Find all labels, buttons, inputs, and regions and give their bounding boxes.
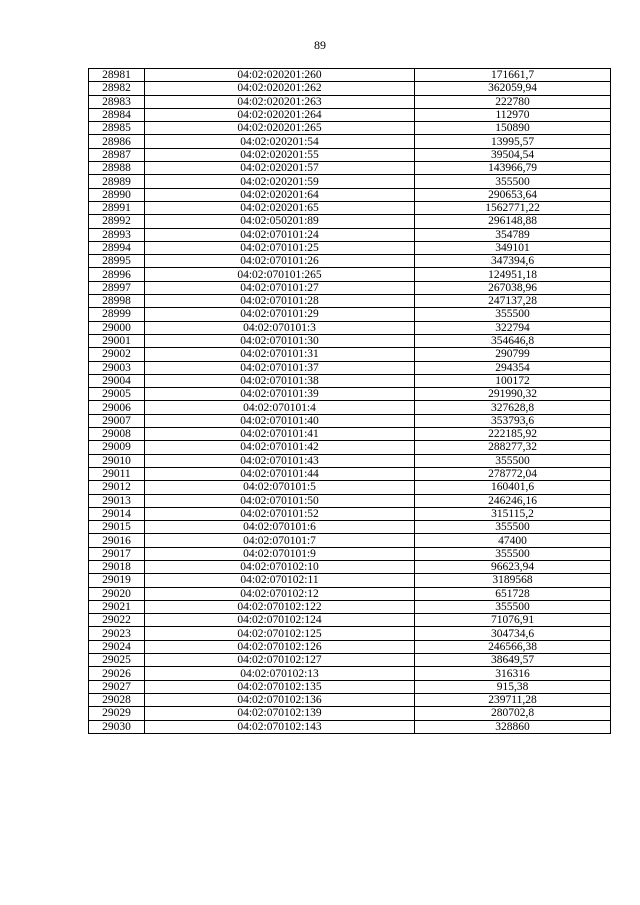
- value-cell: 3189568: [415, 574, 611, 587]
- row-number-cell: 29030: [89, 720, 145, 733]
- value-cell: 13995,57: [415, 135, 611, 148]
- value-cell: 355500: [415, 600, 611, 613]
- table-row: [89, 547, 611, 560]
- cadastral-number-cell: 04:02:070101:38: [145, 374, 415, 387]
- row-number-cell: 28988: [89, 162, 145, 175]
- row-number-cell: 29029: [89, 707, 145, 720]
- row-number-cell: 29002: [89, 348, 145, 361]
- table-row: [89, 135, 611, 148]
- cadastral-number-cell: 04:02:070102:135: [145, 680, 415, 693]
- table-row: [89, 388, 611, 401]
- value-cell: 222185,92: [415, 428, 611, 441]
- cadastral-number-cell: 04:02:070101:24: [145, 228, 415, 241]
- row-number-cell: 28997: [89, 281, 145, 294]
- cadastral-number-cell: 04:02:020201:64: [145, 188, 415, 201]
- cadastral-number-cell: 04:02:070101:27: [145, 281, 415, 294]
- row-number-cell: 28998: [89, 295, 145, 308]
- row-number-cell: 28996: [89, 268, 145, 281]
- cadastral-number-cell: 04:02:070102:126: [145, 640, 415, 653]
- table-row: [89, 521, 611, 534]
- value-cell: 355500: [415, 175, 611, 188]
- row-number-cell: 29008: [89, 428, 145, 441]
- value-cell: 327628,8: [415, 401, 611, 414]
- row-number-cell: 29011: [89, 467, 145, 480]
- cadastral-number-cell: 04:02:020201:57: [145, 162, 415, 175]
- row-number-cell: 29017: [89, 547, 145, 560]
- value-cell: 290799: [415, 348, 611, 361]
- table-row: [89, 667, 611, 680]
- table-row: [89, 255, 611, 268]
- table-row: [89, 614, 611, 627]
- row-number-cell: 28984: [89, 108, 145, 121]
- value-cell: 143966,79: [415, 162, 611, 175]
- table-row: [89, 334, 611, 347]
- value-cell: 288277,32: [415, 441, 611, 454]
- value-cell: 171661,7: [415, 69, 611, 82]
- value-cell: 246566,38: [415, 640, 611, 653]
- table-row: [89, 414, 611, 427]
- row-number-cell: 29010: [89, 454, 145, 467]
- value-cell: 290653,64: [415, 188, 611, 201]
- cadastral-value-table: [88, 68, 611, 734]
- cadastral-number-cell: 04:02:070102:127: [145, 654, 415, 667]
- value-cell: 246246,16: [415, 494, 611, 507]
- value-cell: 239711,28: [415, 693, 611, 706]
- row-number-cell: 28990: [89, 188, 145, 201]
- table-row: [89, 693, 611, 706]
- table-row: [89, 162, 611, 175]
- cadastral-number-cell: 04:02:070102:139: [145, 707, 415, 720]
- cadastral-number-cell: 04:02:070101:43: [145, 454, 415, 467]
- table-row: [89, 201, 611, 214]
- row-number-cell: 29000: [89, 321, 145, 334]
- row-number-cell: 29016: [89, 534, 145, 547]
- table-row: [89, 308, 611, 321]
- value-cell: 355500: [415, 308, 611, 321]
- row-number-cell: 29004: [89, 374, 145, 387]
- table-row: [89, 401, 611, 414]
- page-number: 89: [314, 38, 326, 52]
- table-row: [89, 574, 611, 587]
- table-body: [89, 69, 611, 734]
- value-cell: 267038,96: [415, 281, 611, 294]
- value-cell: 304734,6: [415, 627, 611, 640]
- table-row: [89, 680, 611, 693]
- cadastral-number-cell: 04:02:070102:136: [145, 693, 415, 706]
- value-cell: 1562771,22: [415, 201, 611, 214]
- value-cell: 39504,54: [415, 148, 611, 161]
- row-number-cell: 28986: [89, 135, 145, 148]
- row-number-cell: 29025: [89, 654, 145, 667]
- table-row: [89, 454, 611, 467]
- value-cell: 278772,04: [415, 467, 611, 480]
- row-number-cell: 29018: [89, 560, 145, 573]
- value-cell: 349101: [415, 241, 611, 254]
- value-cell: 316316: [415, 667, 611, 680]
- table-row: [89, 560, 611, 573]
- row-number-cell: 29023: [89, 627, 145, 640]
- value-cell: 322794: [415, 321, 611, 334]
- row-number-cell: 28999: [89, 308, 145, 321]
- cadastral-number-cell: 04:02:070101:30: [145, 334, 415, 347]
- cadastral-number-cell: 04:02:020201:263: [145, 95, 415, 108]
- table-row: [89, 295, 611, 308]
- value-cell: 328860: [415, 720, 611, 733]
- cadastral-number-cell: 04:02:070102:13: [145, 667, 415, 680]
- cadastral-number-cell: 04:02:070101:26: [145, 255, 415, 268]
- cadastral-number-cell: 04:02:070101:41: [145, 428, 415, 441]
- row-number-cell: 28983: [89, 95, 145, 108]
- table-row: [89, 587, 611, 600]
- cadastral-number-cell: 04:02:070101:5: [145, 481, 415, 494]
- value-cell: 47400: [415, 534, 611, 547]
- row-number-cell: 29020: [89, 587, 145, 600]
- value-cell: 296148,88: [415, 215, 611, 228]
- table-row: [89, 707, 611, 720]
- cadastral-number-cell: 04:02:070101:52: [145, 507, 415, 520]
- value-cell: 315115,2: [415, 507, 611, 520]
- row-number-cell: 28981: [89, 69, 145, 82]
- cadastral-number-cell: 04:02:070102:125: [145, 627, 415, 640]
- cadastral-number-cell: 04:02:070101:39: [145, 388, 415, 401]
- value-cell: 294354: [415, 361, 611, 374]
- row-number-cell: 28987: [89, 148, 145, 161]
- row-number-cell: 29024: [89, 640, 145, 653]
- cadastral-number-cell: 04:02:070101:3: [145, 321, 415, 334]
- cadastral-number-cell: 04:02:070102:11: [145, 574, 415, 587]
- table-row: [89, 361, 611, 374]
- table-row: [89, 507, 611, 520]
- table-row: [89, 600, 611, 613]
- table-row: [89, 627, 611, 640]
- row-number-cell: 28985: [89, 122, 145, 135]
- table-row: [89, 441, 611, 454]
- cadastral-number-cell: 04:02:070101:29: [145, 308, 415, 321]
- value-cell: 124951,18: [415, 268, 611, 281]
- row-number-cell: 29013: [89, 494, 145, 507]
- value-cell: 347394,6: [415, 255, 611, 268]
- cadastral-number-cell: 04:02:070101:50: [145, 494, 415, 507]
- table-row: [89, 95, 611, 108]
- value-cell: 38649,57: [415, 654, 611, 667]
- cadastral-number-cell: 04:02:070101:44: [145, 467, 415, 480]
- cadastral-number-cell: 04:02:070101:28: [145, 295, 415, 308]
- value-cell: 354646,8: [415, 334, 611, 347]
- table-row: [89, 481, 611, 494]
- value-cell: 651728: [415, 587, 611, 600]
- table-row: [89, 122, 611, 135]
- row-number-cell: 28995: [89, 255, 145, 268]
- table-row: [89, 654, 611, 667]
- row-number-cell: 29022: [89, 614, 145, 627]
- row-number-cell: 28994: [89, 241, 145, 254]
- row-number-cell: 28982: [89, 82, 145, 95]
- cadastral-number-cell: 04:02:070101:7: [145, 534, 415, 547]
- table-row: [89, 69, 611, 82]
- table-row: [89, 467, 611, 480]
- table-row: [89, 82, 611, 95]
- value-cell: 71076,91: [415, 614, 611, 627]
- row-number-cell: 28989: [89, 175, 145, 188]
- row-number-cell: 29028: [89, 693, 145, 706]
- table-row: [89, 175, 611, 188]
- table-row: [89, 374, 611, 387]
- table-row: [89, 108, 611, 121]
- cadastral-number-cell: 04:02:020201:59: [145, 175, 415, 188]
- row-number-cell: 29015: [89, 521, 145, 534]
- cadastral-number-cell: 04:02:070102:122: [145, 600, 415, 613]
- row-number-cell: 29012: [89, 481, 145, 494]
- table-row: [89, 228, 611, 241]
- table-row: [89, 720, 611, 733]
- value-cell: 96623,94: [415, 560, 611, 573]
- value-cell: 355500: [415, 547, 611, 560]
- value-cell: 362059,94: [415, 82, 611, 95]
- cadastral-number-cell: 04:02:070101:25: [145, 241, 415, 254]
- row-number-cell: 29021: [89, 600, 145, 613]
- value-cell: 355500: [415, 454, 611, 467]
- row-number-cell: 29026: [89, 667, 145, 680]
- value-cell: 291990,32: [415, 388, 611, 401]
- table-row: [89, 321, 611, 334]
- value-cell: 915,38: [415, 680, 611, 693]
- table-row: [89, 640, 611, 653]
- row-number-cell: 29001: [89, 334, 145, 347]
- cadastral-number-cell: 04:02:070102:10: [145, 560, 415, 573]
- cadastral-number-cell: 04:02:020201:264: [145, 108, 415, 121]
- table-row: [89, 281, 611, 294]
- cadastral-number-cell: 04:02:070101:31: [145, 348, 415, 361]
- value-cell: 112970: [415, 108, 611, 121]
- cadastral-number-cell: 04:02:020201:265: [145, 122, 415, 135]
- cadastral-number-cell: 04:02:070101:42: [145, 441, 415, 454]
- cadastral-number-cell: 04:02:070102:12: [145, 587, 415, 600]
- value-cell: 280702,8: [415, 707, 611, 720]
- table-row: [89, 188, 611, 201]
- table-row: [89, 215, 611, 228]
- cadastral-number-cell: 04:02:070101:265: [145, 268, 415, 281]
- row-number-cell: 29009: [89, 441, 145, 454]
- cadastral-number-cell: 04:02:020201:55: [145, 148, 415, 161]
- value-cell: 354789: [415, 228, 611, 241]
- table-row: [89, 241, 611, 254]
- row-number-cell: 28992: [89, 215, 145, 228]
- value-cell: 353793,6: [415, 414, 611, 427]
- value-cell: 222780: [415, 95, 611, 108]
- cadastral-number-cell: 04:02:070101:40: [145, 414, 415, 427]
- cadastral-number-cell: 04:02:070101:37: [145, 361, 415, 374]
- table-row: [89, 428, 611, 441]
- value-cell: 247137,28: [415, 295, 611, 308]
- cadastral-number-cell: 04:02:070102:124: [145, 614, 415, 627]
- cadastral-number-cell: 04:02:070101:4: [145, 401, 415, 414]
- row-number-cell: 29019: [89, 574, 145, 587]
- cadastral-number-cell: 04:02:070101:9: [145, 547, 415, 560]
- table-row: [89, 268, 611, 281]
- value-cell: 160401,6: [415, 481, 611, 494]
- row-number-cell: 29005: [89, 388, 145, 401]
- cadastral-number-cell: 04:02:020201:260: [145, 69, 415, 82]
- cadastral-number-cell: 04:02:070101:6: [145, 521, 415, 534]
- cadastral-number-cell: 04:02:020201:65: [145, 201, 415, 214]
- cadastral-number-cell: 04:02:020201:262: [145, 82, 415, 95]
- table-row: [89, 494, 611, 507]
- row-number-cell: 29007: [89, 414, 145, 427]
- row-number-cell: 28993: [89, 228, 145, 241]
- value-cell: 100172: [415, 374, 611, 387]
- value-cell: 355500: [415, 521, 611, 534]
- table-row: [89, 534, 611, 547]
- cadastral-number-cell: 04:02:070102:143: [145, 720, 415, 733]
- cadastral-number-cell: 04:02:020201:54: [145, 135, 415, 148]
- row-number-cell: 29003: [89, 361, 145, 374]
- row-number-cell: 29027: [89, 680, 145, 693]
- table-row: [89, 348, 611, 361]
- value-cell: 150890: [415, 122, 611, 135]
- row-number-cell: 29006: [89, 401, 145, 414]
- row-number-cell: 28991: [89, 201, 145, 214]
- row-number-cell: 29014: [89, 507, 145, 520]
- cadastral-number-cell: 04:02:050201:89: [145, 215, 415, 228]
- table-row: [89, 148, 611, 161]
